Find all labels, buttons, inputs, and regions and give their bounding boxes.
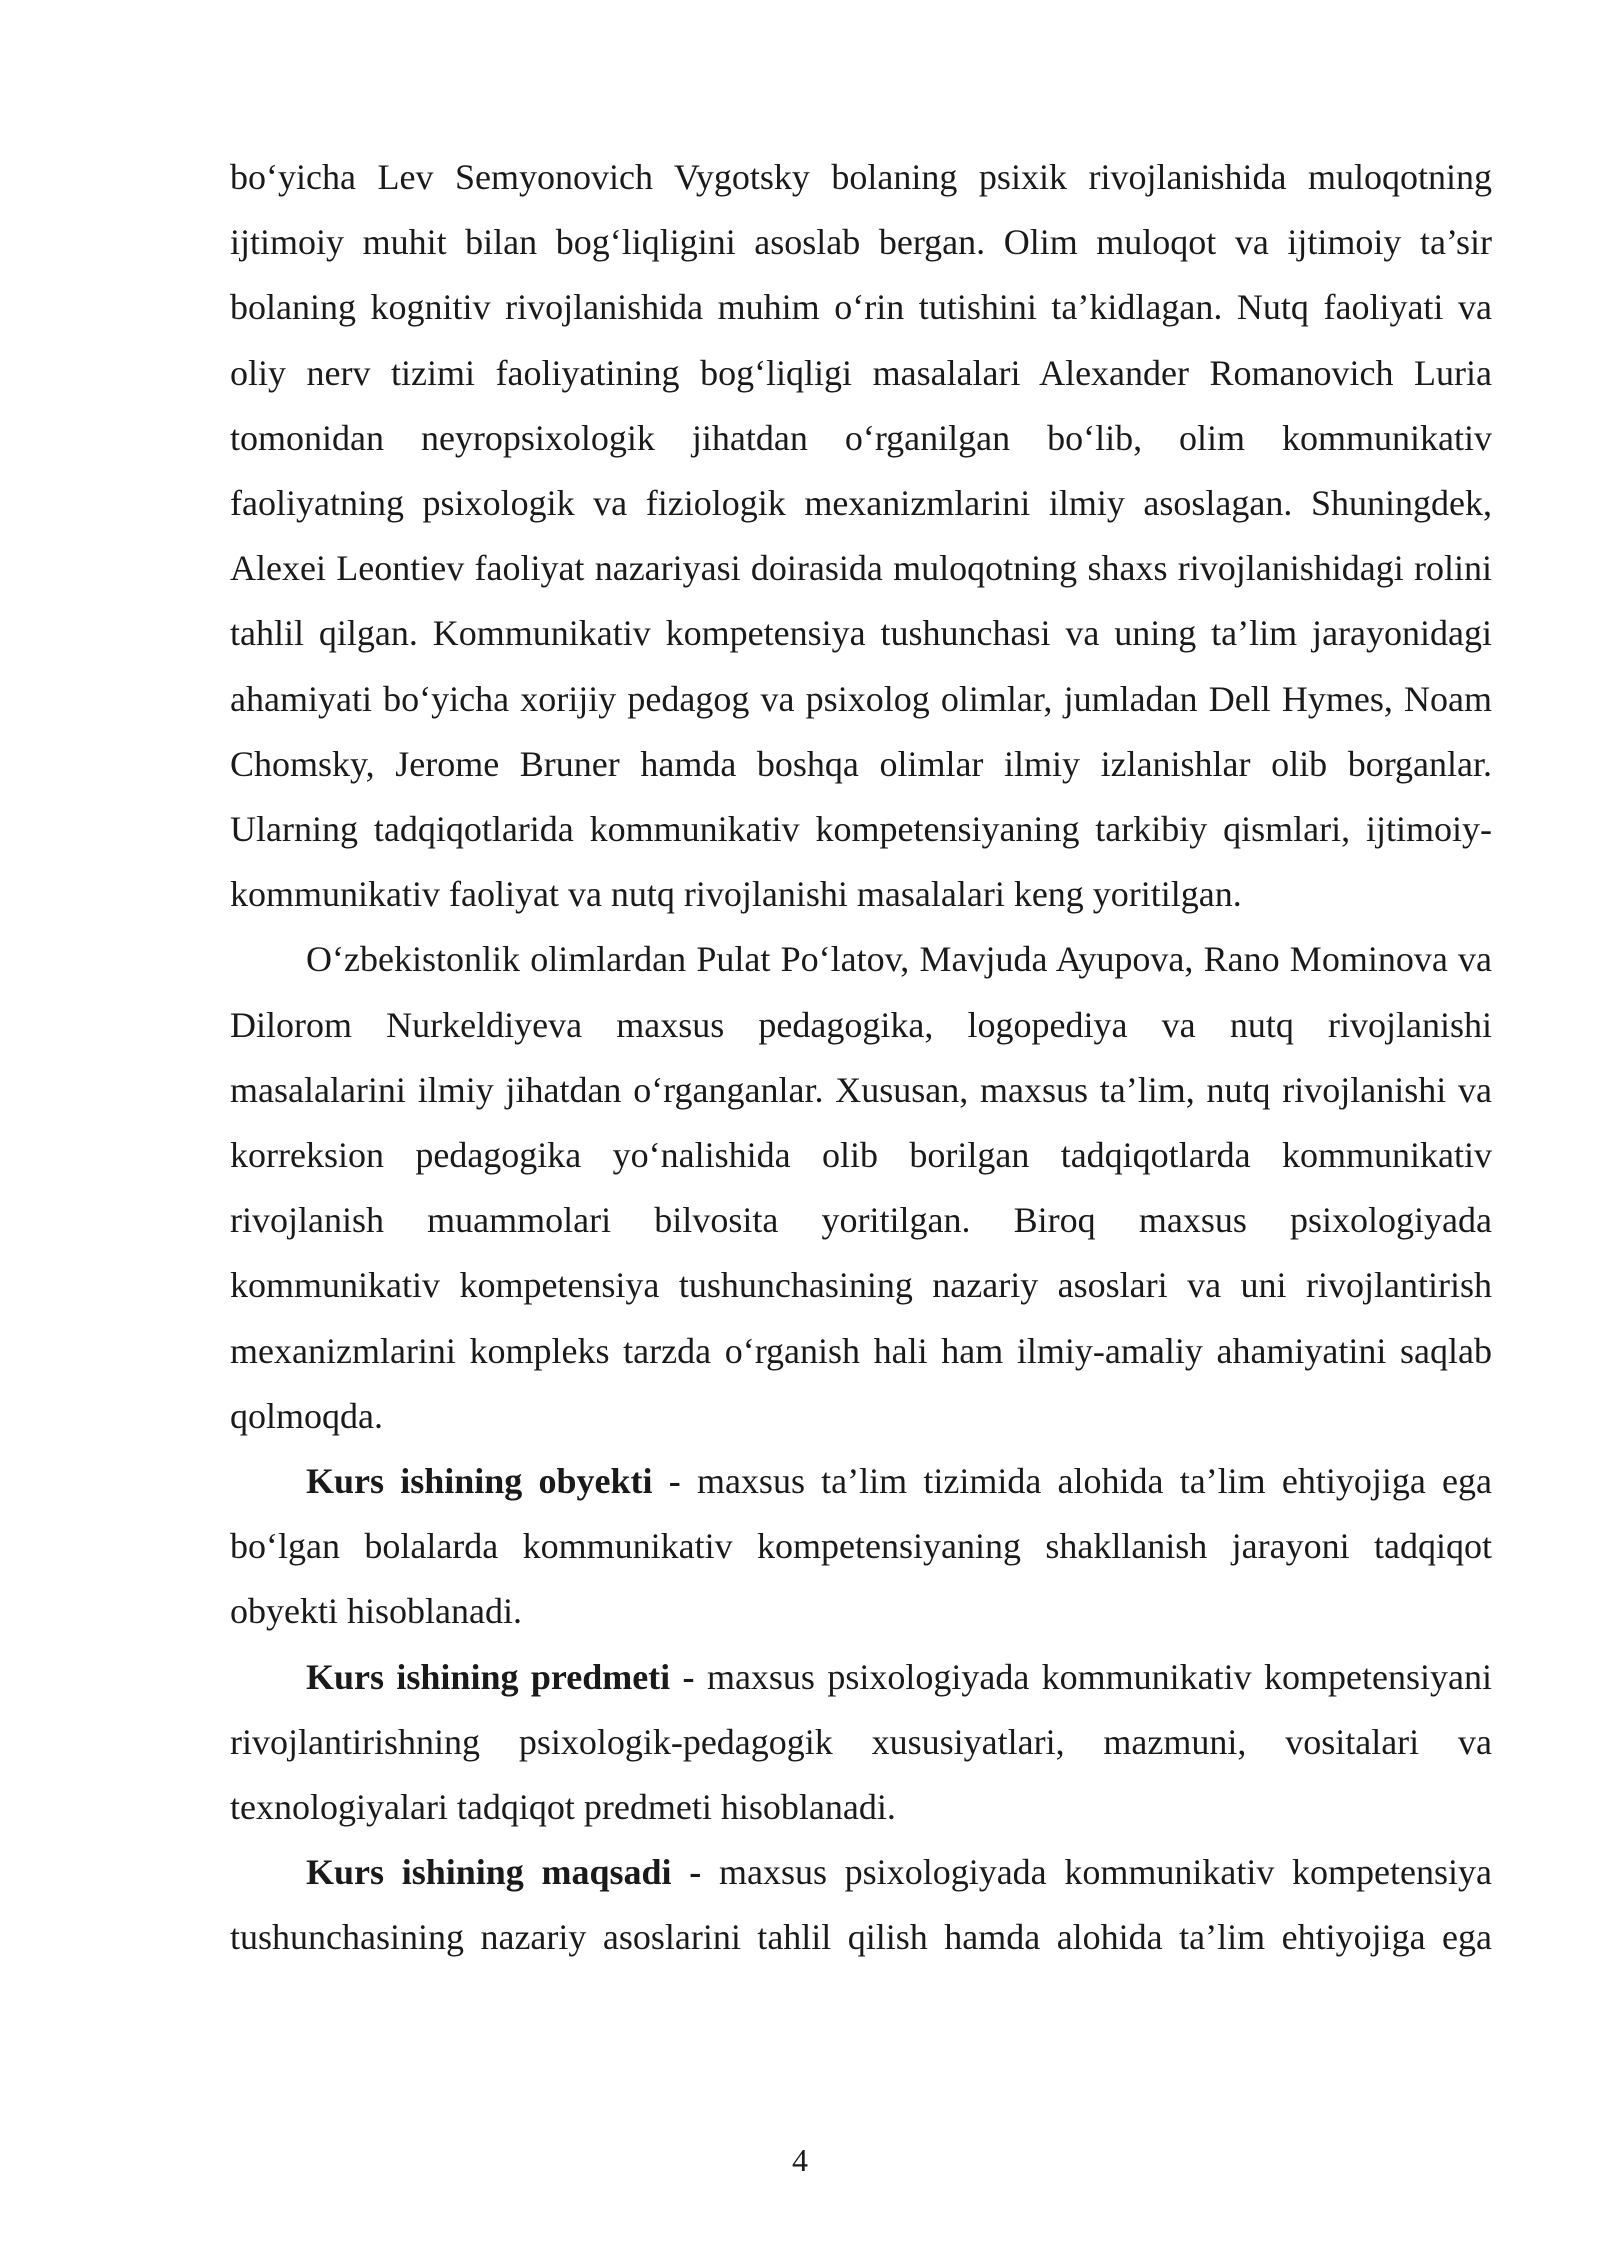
paragraph-text: O‘zbekistonlik olimlardan Pulat Po‘latov, Mavjuda Ayupova, Rano Mominova va Dilorom Nurkeldiyeva maxsus pedagogika, logopediya va nutq rivojlanishi masalalarini ilmiy jihatdan o‘rganganlar. Xususan, maxsus ta’lim, nutq rivojlanishi va korreksion pedagogika yo‘nalishida olib borilgan tadqiqotlarda kommunikativ rivojlanish muammolari bilvosita yoritilgan. Biroq maxsus psixologiyada kommunikativ kompetensiya tushunchasining nazariy asoslari va uni rivojlantirish mexanizmlarini kompleks tarzda o‘rganish hali ham ilmiy-amaliy ahamiyatini saqlab qolmoqda. bbox=[230, 939, 1492, 1436]
paragraph-lead: Kurs ishining maqsadi - bbox=[306, 1852, 702, 1893]
paragraph-object bbox=[230, 1449, 1492, 1645]
paragraph-lead: Kurs ishining predmeti - bbox=[306, 1656, 695, 1697]
page-number: 4 bbox=[792, 2142, 808, 2178]
paragraph-scholars-foreign bbox=[230, 145, 1492, 927]
paragraph-subject bbox=[230, 1645, 1492, 1841]
paragraph-lead: Kurs ishining obyekti - bbox=[306, 1461, 681, 1502]
paragraph-text: bo‘yicha Lev Semyonovich Vygotsky bolaning psixik rivojlanishida muloqotning ijtimoiy muhit bilan bog‘liqligini asoslab bergan. Olim muloqot va ijtimoiy ta’sir bolaning kognitiv rivojlanishida muhim o‘rin tutishini ta’kidlagan. Nutq faoliyati va oliy nerv tizimi faoliyatining bog‘liqligi masalalari Alexander Romanovich Luria tomonidan neyropsixologik jihatdan o‘rganilgan bo‘lib, olim kommunikativ faoliyatning psixologik va fiziologik mexanizmlarini ilmiy asoslagan. Shuningdek, Alexei Leontiev faoliyat nazariyasi doirasida muloqotning shaxs rivojlanishidagi rolini tahlil qilgan. Kommunikativ kompetensiya tushunchasi va uning ta’lim jarayonidagi ahamiyati bo‘yicha xorijiy pedagog va psixolog olimlar, jumladan Dell Hymes, Noam Chomsky, Jerome Bruner hamda boshqa olimlar ilmiy izlanishlar olib borganlar. Ularning tadqiqotlarida kommunikativ kompetensiyaning tarkibiy qismlari, ijtimoiy-kommunikativ faoliyat va nutq rivojlanishi masalalari keng yoritilgan. bbox=[230, 157, 1492, 915]
body-text bbox=[230, 145, 1492, 1971]
paragraph-scholars-uzbek bbox=[230, 927, 1492, 1449]
paragraph-goal bbox=[230, 1840, 1492, 1970]
paragraph-text: maxsus psixologiyada kommunikativ kompetensiyani rivojlantirishning psixologik-pedagogik xususiyatlari, mazmuni, vositalari va texnologiyalari tadqiqot predmeti hisoblanadi. bbox=[230, 1656, 1493, 1828]
paragraph-text: maxsus psixologiyada kommunikativ kompetensiya tushunchasining nazariy asoslarini tahlil qilish hamda alohida ta’lim ehtiyojiga ega bbox=[230, 1852, 1493, 1958]
paragraph-text: maxsus ta’lim tizimida alohida ta’lim ehtiyojiga ega bo‘lgan bolalarda kommunikativ kompetensiyaning shakllanish jarayoni tadqiqot obyekti hisoblanadi. bbox=[230, 1461, 1493, 1632]
